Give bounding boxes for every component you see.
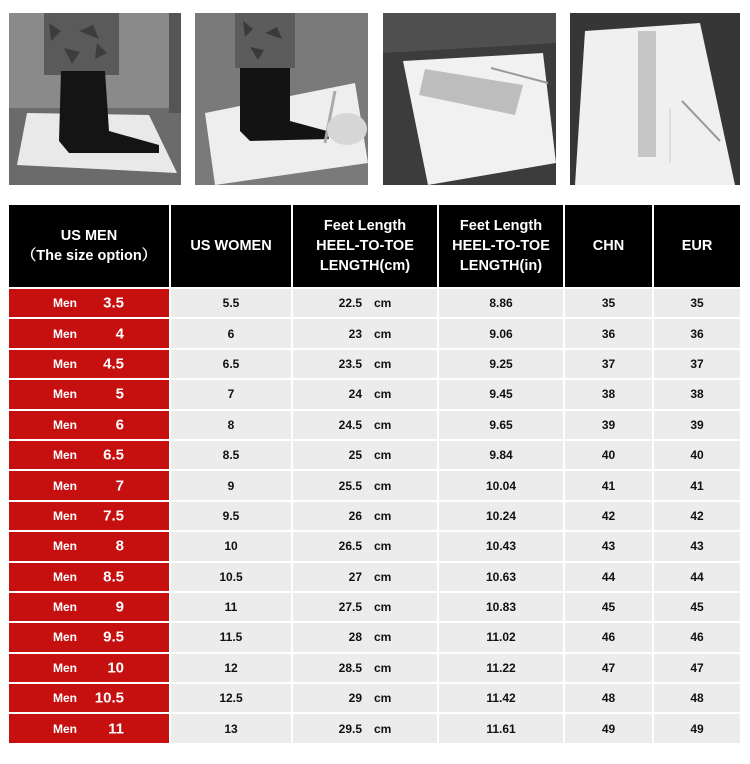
us-women-size: 8 (171, 411, 293, 441)
us-men-size: 5 (115, 385, 124, 403)
photo-marking-heel-and-toe (195, 13, 368, 185)
length-cm-cell (293, 411, 439, 441)
us-men-size-cell (9, 502, 171, 532)
length-cm-unit: cm (374, 721, 392, 736)
length-cm-cell (293, 319, 439, 349)
us-men-size-cell (9, 380, 171, 410)
chn-size: 46 (565, 623, 654, 653)
table-row (9, 654, 740, 684)
length-cm-cell (293, 563, 439, 593)
us-women-size: 7 (171, 380, 293, 410)
men-label: Men (53, 691, 77, 706)
length-in-value: 11.42 (439, 684, 565, 714)
length-cm-value: 23 (348, 326, 362, 341)
photo-foot-on-paper (9, 13, 181, 185)
eur-size: 47 (654, 654, 740, 684)
length-cm-value: 25 (348, 448, 362, 463)
length-in-value: 11.22 (439, 654, 565, 684)
length-cm-cell (293, 593, 439, 623)
length-cm-unit: cm (374, 478, 392, 493)
us-men-size-cell (9, 684, 171, 714)
length-cm-value: 24.5 (338, 417, 362, 432)
length-cm-cell (293, 289, 439, 319)
men-label: Men (53, 630, 77, 645)
photo-ruler-on-paper (383, 13, 556, 185)
length-cm-value: 28.5 (338, 660, 362, 675)
length-in-value: 11.61 (439, 714, 565, 744)
chn-size: 40 (565, 441, 654, 471)
us-men-size: 6.5 (103, 446, 124, 464)
measurement-photos (0, 0, 750, 200)
table-row (9, 471, 740, 501)
men-label: Men (53, 356, 77, 371)
eur-size: 38 (654, 380, 740, 410)
us-women-size: 10 (171, 532, 293, 562)
men-label: Men (53, 600, 77, 615)
length-cm-value: 29 (348, 691, 362, 706)
table-row (9, 411, 740, 441)
eur-size: 44 (654, 563, 740, 593)
eur-size: 43 (654, 532, 740, 562)
length-cm-unit: cm (374, 539, 392, 554)
length-cm-value: 25.5 (338, 478, 362, 493)
length-cm-unit: cm (374, 448, 392, 463)
men-label: Men (53, 448, 77, 463)
length-cm-unit: cm (374, 296, 392, 311)
men-label: Men (53, 539, 77, 554)
header-us-men (9, 205, 171, 289)
eur-size: 46 (654, 623, 740, 653)
size-chart-table (9, 205, 740, 745)
men-label: Men (53, 660, 77, 675)
length-cm-value: 22.5 (338, 296, 362, 311)
us-men-size: 6 (115, 416, 124, 434)
length-in-value: 10.83 (439, 593, 565, 623)
chn-size: 35 (565, 289, 654, 319)
men-label: Men (53, 569, 77, 584)
length-in-value: 9.65 (439, 411, 565, 441)
chn-size: 39 (565, 411, 654, 441)
chn-size: 38 (565, 380, 654, 410)
us-men-size-cell (9, 563, 171, 593)
length-cm-unit: cm (374, 691, 392, 706)
us-men-size-cell (9, 714, 171, 744)
eur-size: 49 (654, 714, 740, 744)
table-row (9, 289, 740, 319)
chn-size: 36 (565, 319, 654, 349)
length-in-value: 11.02 (439, 623, 565, 653)
eur-size: 37 (654, 350, 740, 380)
length-cm-cell (293, 654, 439, 684)
length-in-value: 9.25 (439, 350, 565, 380)
header-length-cm (293, 205, 439, 289)
table-row (9, 623, 740, 653)
length-in-value: 10.04 (439, 471, 565, 501)
length-cm-value: 27.5 (338, 600, 362, 615)
chn-size: 37 (565, 350, 654, 380)
header-chn (565, 205, 654, 289)
header-line: （The size option） (21, 248, 157, 264)
table-row (9, 380, 740, 410)
us-men-size: 4 (115, 325, 124, 343)
length-cm-unit: cm (374, 600, 392, 615)
table-row (9, 593, 740, 623)
table-row (9, 350, 740, 380)
table-row (9, 532, 740, 562)
length-cm-cell (293, 380, 439, 410)
length-cm-unit: cm (374, 387, 392, 402)
us-men-size: 9.5 (103, 628, 124, 646)
length-in-value: 9.06 (439, 319, 565, 349)
length-cm-value: 28 (348, 630, 362, 645)
table-row (9, 684, 740, 714)
us-men-size-cell (9, 654, 171, 684)
length-cm-value: 23.5 (338, 356, 362, 371)
length-cm-unit: cm (374, 630, 392, 645)
eur-size: 36 (654, 319, 740, 349)
us-women-size: 5.5 (171, 289, 293, 319)
length-in-value: 10.63 (439, 563, 565, 593)
eur-size: 48 (654, 684, 740, 714)
header-row (9, 205, 740, 289)
us-men-size: 7 (115, 477, 124, 495)
length-cm-cell (293, 471, 439, 501)
header-line: US MEN (60, 228, 118, 244)
length-cm-cell (293, 441, 439, 471)
chn-size: 47 (565, 654, 654, 684)
us-women-size: 12 (171, 654, 293, 684)
length-cm-cell (293, 502, 439, 532)
us-men-size-cell (9, 441, 171, 471)
table-row (9, 441, 740, 471)
length-cm-cell (293, 623, 439, 653)
us-women-size: 13 (171, 714, 293, 744)
us-women-size: 11.5 (171, 623, 293, 653)
eur-size: 41 (654, 471, 740, 501)
header-line: EUR (681, 238, 713, 254)
us-men-size: 9 (115, 598, 124, 616)
length-cm-value: 26 (348, 508, 362, 523)
header-length-in (439, 205, 565, 289)
length-in-value: 10.43 (439, 532, 565, 562)
size-chart-body (9, 289, 740, 745)
us-women-size: 9.5 (171, 502, 293, 532)
header-line: Feet Length (459, 218, 543, 234)
length-cm-unit: cm (374, 417, 392, 432)
us-men-size: 11 (108, 720, 124, 738)
length-in-value: 9.45 (439, 380, 565, 410)
header-line: HEEL-TO-TOE (316, 238, 414, 254)
table-row (9, 319, 740, 349)
us-men-size: 10.5 (94, 689, 124, 707)
us-men-size: 7.5 (103, 507, 124, 525)
length-cm-value: 26.5 (338, 539, 362, 554)
length-cm-unit: cm (374, 508, 392, 523)
length-cm-unit: cm (374, 569, 392, 584)
eur-size: 42 (654, 502, 740, 532)
header-us-women (171, 205, 293, 289)
eur-size: 40 (654, 441, 740, 471)
length-cm-unit: cm (374, 326, 392, 341)
us-men-size-cell (9, 319, 171, 349)
men-label: Men (53, 721, 77, 736)
chn-size: 49 (565, 714, 654, 744)
men-label: Men (53, 478, 77, 493)
us-men-size-cell (9, 532, 171, 562)
us-women-size: 12.5 (171, 684, 293, 714)
us-men-size: 10 (107, 659, 124, 677)
us-men-size-cell (9, 623, 171, 653)
us-women-size: 6.5 (171, 350, 293, 380)
us-women-size: 6 (171, 319, 293, 349)
chn-size: 42 (565, 502, 654, 532)
header-line: LENGTH(in) (459, 258, 543, 274)
chn-size: 43 (565, 532, 654, 562)
photo-ruler-top-view (570, 13, 740, 185)
us-women-size: 8.5 (171, 441, 293, 471)
men-label: Men (53, 296, 77, 311)
length-cm-value: 29.5 (338, 721, 362, 736)
us-men-size-cell (9, 289, 171, 319)
length-cm-cell (293, 684, 439, 714)
men-label: Men (53, 508, 77, 523)
us-men-size: 4.5 (103, 355, 124, 373)
chn-size: 48 (565, 684, 654, 714)
us-men-size-cell (9, 350, 171, 380)
chn-size: 44 (565, 563, 654, 593)
eur-size: 45 (654, 593, 740, 623)
eur-size: 39 (654, 411, 740, 441)
eur-size: 35 (654, 289, 740, 319)
men-label: Men (53, 326, 77, 341)
header-line: HEEL-TO-TOE (452, 238, 550, 254)
men-label: Men (53, 417, 77, 432)
us-men-size: 8.5 (103, 568, 124, 586)
length-cm-value: 24 (348, 387, 362, 402)
length-cm-unit: cm (374, 660, 392, 675)
length-in-value: 8.86 (439, 289, 565, 319)
header-line: Feet Length (323, 218, 407, 234)
men-label: Men (53, 387, 77, 402)
table-row (9, 502, 740, 532)
us-women-size: 9 (171, 471, 293, 501)
header-line: US WOMEN (190, 238, 272, 254)
header-line: CHN (592, 238, 625, 254)
us-men-size: 3.5 (103, 294, 124, 312)
us-women-size: 11 (171, 593, 293, 623)
length-cm-cell (293, 714, 439, 744)
table-row (9, 714, 740, 744)
header-line: LENGTH(cm) (319, 258, 411, 274)
length-cm-cell (293, 350, 439, 380)
chn-size: 41 (565, 471, 654, 501)
length-in-value: 10.24 (439, 502, 565, 532)
us-men-size: 8 (115, 537, 124, 555)
table-row (9, 563, 740, 593)
us-men-size-cell (9, 411, 171, 441)
length-cm-cell (293, 532, 439, 562)
size-chart-header (9, 205, 740, 289)
length-cm-value: 27 (348, 569, 362, 584)
us-men-size-cell (9, 593, 171, 623)
us-women-size: 10.5 (171, 563, 293, 593)
chn-size: 45 (565, 593, 654, 623)
header-eur (654, 205, 740, 289)
us-men-size-cell (9, 471, 171, 501)
length-in-value: 9.84 (439, 441, 565, 471)
length-cm-unit: cm (374, 356, 392, 371)
